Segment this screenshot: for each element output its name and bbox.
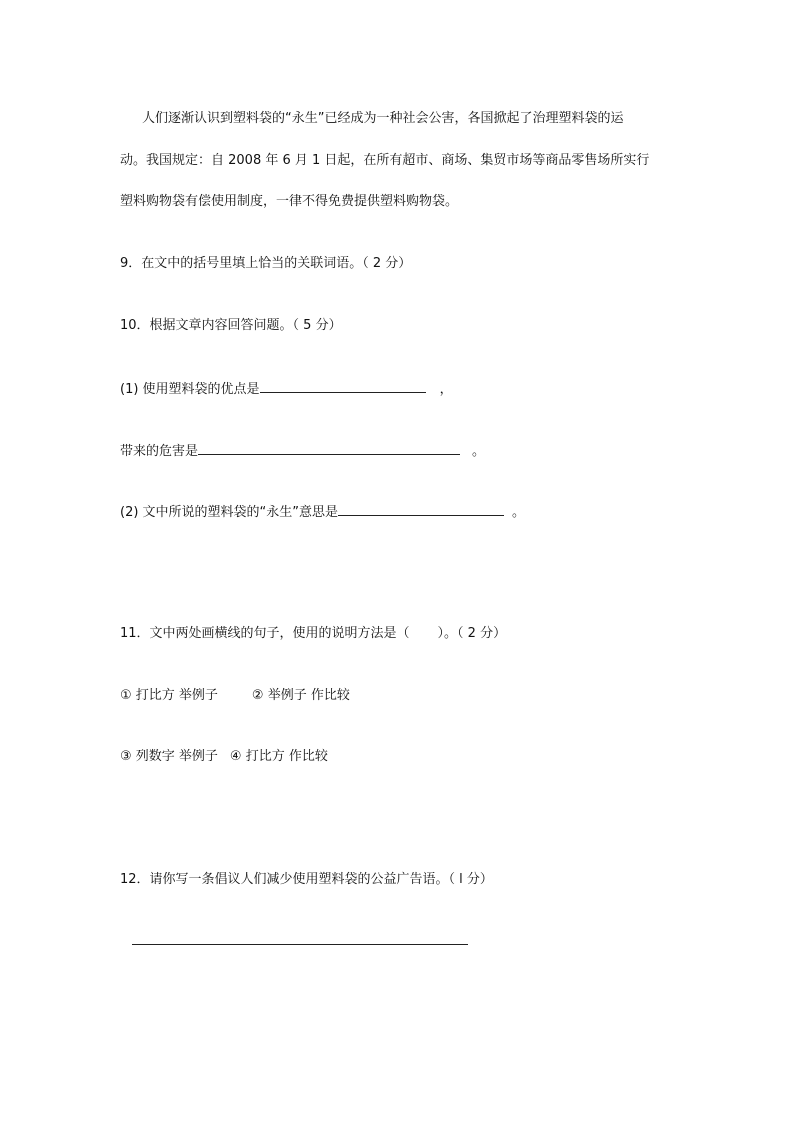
passage-line-1: 人们逐渐认识到塑料袋的“永生”已经成为一种社会公害，各国掀起了治理塑料袋的运 <box>142 111 624 126</box>
slogan-answer-line[interactable] <box>132 944 468 945</box>
sub-2-suffix: 。 <box>512 505 526 520</box>
question-11 <box>120 626 506 642</box>
passage-line-2: 动。我国规定：自 2008 年 6 月 1 日起，在所有超市、商场、集贸市场等商品零售场所实行 <box>120 153 650 168</box>
sub-1-prefix: (1) 使用塑料袋的优点是 <box>120 382 260 397</box>
option-4: ④ 打比方 作比较 <box>229 749 328 764</box>
option-1: ① 打比方 举例子 <box>120 688 218 703</box>
question-11-prefix: 11．文中两处画横线的句子，使用的说明方法是（ <box>120 626 410 641</box>
question-11-suffix: ）。（ 2 分） <box>437 626 507 641</box>
question-12: 12．请你写一条倡议人们减少使用塑料袋的公益广告语。（ l 分） <box>120 872 493 887</box>
question-10-sub-1b <box>120 442 485 460</box>
question-10-sub-2 <box>120 503 525 521</box>
option-3: ③ 列数字 举例子 <box>120 749 218 764</box>
question-11-options-row-1 <box>120 688 350 704</box>
sub-1-suffix: ， <box>439 382 453 397</box>
sub-2-prefix: (2) 文中所说的塑料袋的“永生”意思是 <box>120 505 339 520</box>
question-10-sub-1 <box>120 380 453 398</box>
question-9: 9．在文中的括号里填上恰当的关联词语。（ 2 分） <box>120 256 412 271</box>
sub-1b-suffix: 。 <box>472 444 486 459</box>
sub-1b-prefix: 带来的危害是 <box>120 444 199 459</box>
question-11-options-row-2 <box>120 749 328 765</box>
harm-blank[interactable] <box>198 442 460 455</box>
meaning-blank[interactable] <box>338 503 504 516</box>
option-2: ② 举例子 作比较 <box>251 688 350 703</box>
advantage-blank[interactable] <box>260 380 426 393</box>
passage-line-3: 塑料购物袋有偿使用制度，一律不得免费提供塑料购物袋。 <box>120 194 459 209</box>
question-10: 10．根据文章内容回答问题。（ 5 分） <box>120 318 342 333</box>
